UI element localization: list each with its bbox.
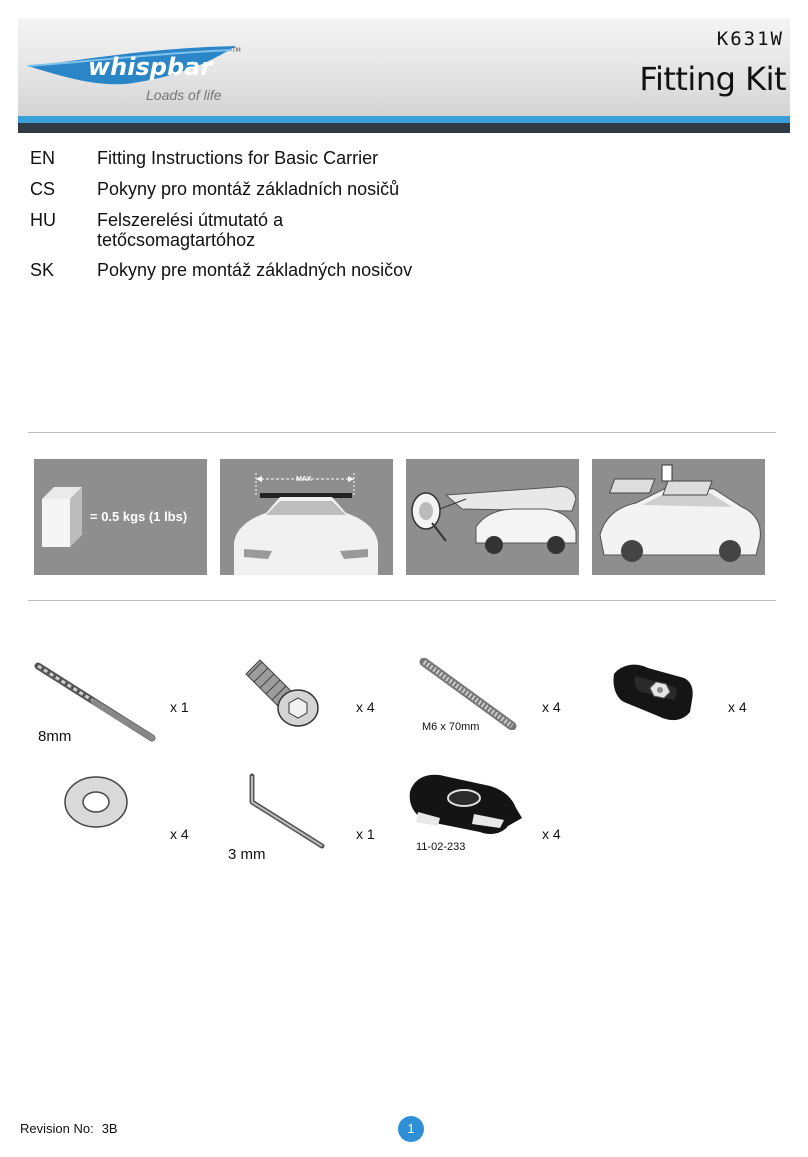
bolt-quantity: x 4 (356, 699, 375, 715)
svg-text:whispbar: whispbar (88, 53, 213, 81)
rod-size-label: M6 x 70mm (422, 721, 480, 733)
washer-icon (62, 772, 130, 830)
drill-size-label: 8mm (38, 728, 72, 745)
logo-tagline: Loads of life (146, 87, 222, 103)
language-row-cs (30, 179, 770, 200)
language-code: CS (30, 179, 56, 199)
tape-measure-panel (406, 459, 579, 575)
revision-label: Revision No: (20, 1121, 94, 1136)
drill-quantity: x 1 (170, 699, 189, 715)
language-text: Felszerelési útmutató a tetőcsomagtartóhoz (97, 210, 284, 250)
language-row-en (30, 148, 770, 169)
page-title: Fitting Kit (639, 60, 786, 98)
max-label: MAX (296, 476, 312, 483)
page-number-badge: 1 (398, 1116, 424, 1142)
rod-quantity: x 4 (542, 699, 561, 715)
roof-load-panel (592, 459, 765, 575)
language-row-hu (30, 210, 770, 250)
rail-slider-code-label: 11-02-233 (416, 841, 466, 853)
header-accent-stripe (18, 116, 790, 123)
language-text: Fitting Instructions for Basic Carrier (97, 148, 379, 168)
car-front-icon (220, 459, 393, 575)
divider-bottom (28, 600, 776, 601)
weight-panel (34, 459, 207, 575)
language-code: HU (30, 210, 56, 230)
nut-block-icon (612, 660, 696, 724)
rail-slider-icon (404, 768, 528, 844)
hex-key-icon (246, 772, 330, 852)
max-width-panel (220, 459, 393, 575)
hex-key-size-label: 3 mm (228, 846, 266, 863)
weight-text: = 0.5 kgs (1 lbs) (90, 509, 188, 524)
bolt-icon (240, 656, 324, 732)
revision-value: 3B (101, 1121, 118, 1136)
revision-info (20, 1121, 118, 1136)
washer-quantity: x 4 (170, 826, 189, 842)
svg-text:TM: TM (232, 47, 241, 54)
hex-key-quantity: x 1 (356, 826, 375, 842)
divider-top (28, 432, 776, 433)
language-text: Pokyny pre montáž základných nosičov (97, 260, 413, 280)
threaded-rod-icon (418, 658, 518, 730)
language-text: Pokyny pro montáž základních nosičů (97, 179, 400, 199)
language-row-sk (30, 260, 770, 281)
language-code: EN (30, 148, 56, 168)
car-measure-icon (406, 459, 579, 575)
model-code: K631W (716, 28, 784, 50)
whispbar-logo (26, 40, 246, 90)
nut-block-quantity: x 4 (728, 699, 747, 715)
language-list (30, 148, 770, 291)
header-dark-stripe (18, 123, 790, 133)
language-code: SK (30, 260, 55, 280)
rail-slider-quantity: x 4 (542, 826, 561, 842)
car-roof-load-icon (592, 459, 765, 575)
